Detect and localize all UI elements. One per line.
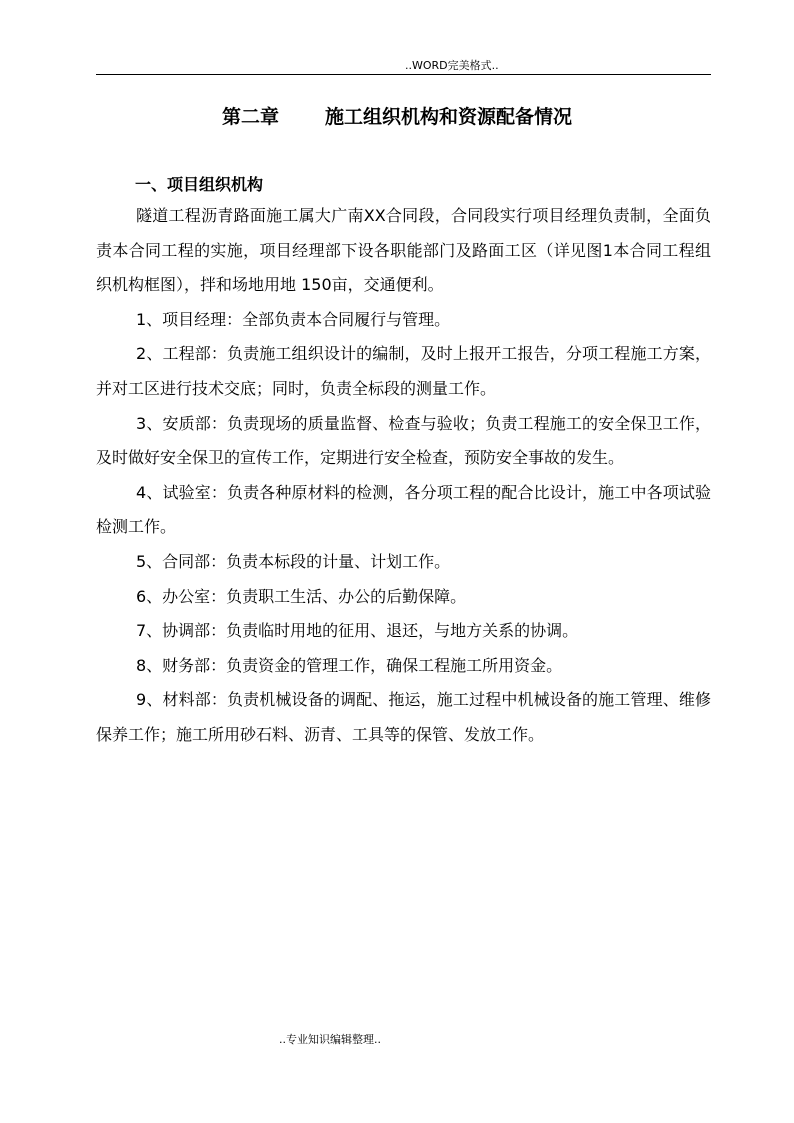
paragraph-office: 6、办公室：负责职工生活、办公的后勤保障。 <box>136 586 467 606</box>
page-footer-text: ..专业知识编辑整理.. <box>279 1033 381 1046</box>
paragraph-contract-dept: 5、合同部：负责本标段的计量、计划工作。 <box>136 551 451 571</box>
paragraph-materials-dept: 9、材料部：负责机械设备的调配、拖运，施工过程中机械设备的施工管理、维修保养工作；施工所用砂石料、沥青、工具等的保管、发放工作。 <box>96 690 711 744</box>
paragraph-intro: 隧道工程沥青路面施工属大广南XX合同段，合同段实行项目经理负责制，全面负责本合同工程的实施，项目经理部下设各职能部门及路面工区（详见图1本合同工程组织机构框图），拌和场地用地 150亩，交通便利。 <box>96 206 711 295</box>
body-text <box>96 199 711 753</box>
chapter-number: 第二章 <box>221 106 279 128</box>
chapter-title <box>0 104 794 130</box>
page-header-text: ..WORD完美格式.. <box>405 59 499 72</box>
paragraph-laboratory: 4、试验室：负责各种原材料的检测，各分项工程的配合比设计，施工中各项试验检测工作。 <box>96 482 711 537</box>
paragraph-finance-dept: 8、财务部：负责资金的管理工作，确保工程施工所用资金。 <box>136 655 563 675</box>
chapter-title-text: 施工组织机构和资源配备情况 <box>325 106 573 128</box>
paragraph-coordination-dept: 7、协调部：负责临时用地的征用、退还，与地方关系的协调。 <box>136 621 579 641</box>
paragraph-safety-quality-dept: 3、安质部：负责现场的质量监督、检查与验收；负责工程施工的安全保卫工作，及时做好安全保卫的宣传工作，定期进行安全检查，预防安全事故的发生。 <box>96 413 711 468</box>
paragraph-engineering-dept: 2、工程部：负责施工组织设计的编制，及时上报开工报告，分项工程施工方案，并对工区进行技术交底；同时，负责全标段的测量工作。 <box>96 344 711 398</box>
section-heading: 一、项目组织机构 <box>135 175 264 194</box>
header-divider <box>96 74 711 75</box>
paragraph-project-manager: 1、项目经理：全部负责本合同履行与管理。 <box>136 309 451 329</box>
